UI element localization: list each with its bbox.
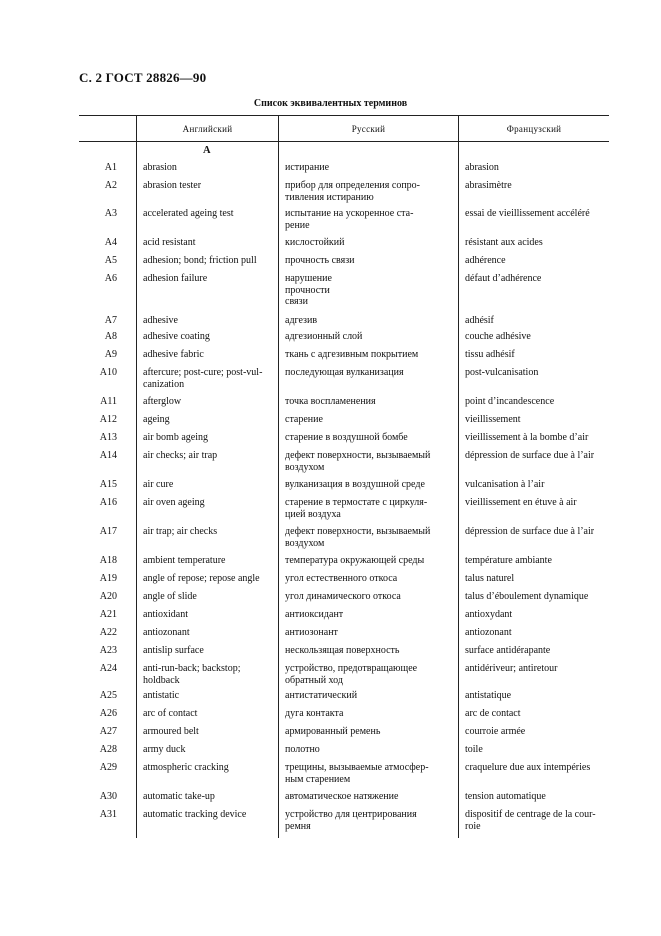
term-russian: угол динамического откоса bbox=[285, 591, 401, 602]
term-french: post-vulcanisation bbox=[465, 367, 539, 378]
term-english: antioxidant bbox=[143, 609, 188, 620]
term-code: A4 bbox=[104, 237, 117, 248]
term-code: A16 bbox=[99, 497, 117, 508]
term-code: A23 bbox=[99, 645, 117, 656]
column-header-russian: Русский bbox=[351, 124, 386, 134]
term-code: A27 bbox=[99, 726, 117, 737]
term-russian: полотно bbox=[285, 744, 320, 755]
term-french: antiozonant bbox=[465, 627, 512, 638]
term-french: antioxydant bbox=[465, 609, 513, 620]
term-russian: дуга контакта bbox=[285, 708, 344, 719]
term-code: A3 bbox=[104, 208, 117, 219]
column-header-english: Английский bbox=[182, 124, 233, 134]
term-french: vieillissement à la bombe d’air bbox=[465, 432, 589, 443]
term-french: essai de vieillissement accéléré bbox=[465, 208, 590, 219]
table-top-rule bbox=[79, 115, 609, 116]
term-code: A6 bbox=[104, 273, 117, 284]
term-french: défaut d’adhérence bbox=[465, 273, 542, 284]
term-russian: точка воспламенения bbox=[285, 396, 376, 407]
term-russian: антиоксидант bbox=[285, 609, 344, 620]
term-french: vulcanisation à l’air bbox=[465, 479, 545, 490]
term-english: automatic tracking device bbox=[143, 809, 247, 820]
term-russian: кислостойкий bbox=[285, 237, 345, 248]
term-french: tension automatique bbox=[465, 791, 546, 802]
term-english: accelerated ageing test bbox=[143, 208, 234, 219]
term-french: vieillissement bbox=[465, 414, 521, 425]
term-code: A14 bbox=[99, 450, 117, 461]
term-russian: испытание на ускоренное ста- рение bbox=[285, 208, 414, 231]
term-code: A31 bbox=[99, 809, 117, 820]
term-french: adhérence bbox=[465, 255, 506, 266]
term-french: dépression de surface due à l’air bbox=[465, 526, 595, 537]
term-english: automatic take-up bbox=[143, 791, 215, 802]
term-code: A29 bbox=[99, 762, 117, 773]
column-divider-1 bbox=[136, 115, 137, 838]
term-french: dispositif de centrage de la cour- roie bbox=[465, 809, 596, 832]
term-english: acid resistant bbox=[143, 237, 196, 248]
column-header-french: Французский bbox=[506, 124, 562, 134]
term-french: talus naturel bbox=[465, 573, 515, 584]
term-russian: прочность связи bbox=[285, 255, 355, 266]
term-russian: дефект поверхности, вызываемый воздухом bbox=[285, 450, 431, 473]
term-code: A10 bbox=[99, 367, 117, 378]
term-french: tissu adhésif bbox=[465, 349, 515, 360]
term-russian: прибор для определения сопро- тивления истиранию bbox=[285, 180, 421, 203]
term-french: adhésif bbox=[465, 315, 494, 326]
term-english: angle of repose; repose angle bbox=[143, 573, 260, 584]
term-russian: угол естественного откоса bbox=[285, 573, 398, 584]
term-french: couche adhésive bbox=[465, 331, 531, 342]
term-french: résistant aux acides bbox=[465, 237, 543, 248]
term-english: abrasion bbox=[143, 162, 177, 173]
term-french: antistatique bbox=[465, 690, 512, 701]
term-english: air checks; air trap bbox=[143, 450, 218, 461]
term-french: abrasion bbox=[465, 162, 499, 173]
term-english: antiozonant bbox=[143, 627, 190, 638]
term-english: antistatic bbox=[143, 690, 180, 701]
term-french: talus d’éboulement dynamique bbox=[465, 591, 589, 602]
term-code: A30 bbox=[99, 791, 117, 802]
term-code: A15 bbox=[99, 479, 117, 490]
term-russian: нескользящая поверхность bbox=[285, 645, 400, 656]
term-russian: температура окружающей среды bbox=[285, 555, 425, 566]
term-french: courroie armée bbox=[465, 726, 526, 737]
term-russian: истирание bbox=[285, 162, 330, 173]
term-code: A2 bbox=[104, 180, 117, 191]
term-russian: старение в воздушной бомбе bbox=[285, 432, 408, 443]
term-english: adhesive fabric bbox=[143, 349, 204, 360]
term-code: A17 bbox=[99, 526, 117, 537]
term-code: A24 bbox=[99, 663, 117, 674]
term-english: antislip surface bbox=[143, 645, 204, 656]
term-english: ageing bbox=[143, 414, 170, 425]
term-code: A28 bbox=[99, 744, 117, 755]
term-code: A7 bbox=[104, 315, 117, 326]
term-english: aftercure; post-cure; post-vul- canization bbox=[143, 367, 263, 390]
term-code: A5 bbox=[104, 255, 117, 266]
term-russian: адгезионный слой bbox=[285, 331, 363, 342]
term-russian: старение bbox=[285, 414, 323, 425]
term-english: air trap; air checks bbox=[143, 526, 218, 537]
term-french: abrasimètre bbox=[465, 180, 512, 191]
term-code: A8 bbox=[104, 331, 117, 342]
term-french: craquelure due aux intempéries bbox=[465, 762, 591, 773]
term-code: A1 bbox=[104, 162, 117, 173]
term-french: dépression de surface due à l’air bbox=[465, 450, 595, 461]
term-english: air oven ageing bbox=[143, 497, 205, 508]
term-english: adhesion; bond; friction pull bbox=[143, 255, 257, 266]
term-code: A20 bbox=[99, 591, 117, 602]
term-english: army duck bbox=[143, 744, 186, 755]
term-english: arc of contact bbox=[143, 708, 198, 719]
term-english: afterglow bbox=[143, 396, 182, 407]
term-russian: антиозонант bbox=[285, 627, 338, 638]
term-english: armoured belt bbox=[143, 726, 199, 737]
term-english: abrasion tester bbox=[143, 180, 202, 191]
term-russian: старение в термостате с циркуля- цией воздуха bbox=[285, 497, 428, 520]
term-russian: ткань с адгезивным покрытием bbox=[285, 349, 419, 360]
term-english: angle of slide bbox=[143, 591, 197, 602]
term-french: toile bbox=[465, 744, 483, 755]
term-code: A22 bbox=[99, 627, 117, 638]
term-code: A11 bbox=[100, 396, 117, 407]
table-header-rule bbox=[79, 141, 609, 142]
term-code: A13 bbox=[99, 432, 117, 443]
term-french: température ambiante bbox=[465, 555, 552, 566]
term-russian: дефект поверхности, вызываемый воздухом bbox=[285, 526, 431, 549]
term-english: adhesive coating bbox=[143, 331, 210, 342]
section-letter: A bbox=[203, 145, 211, 156]
term-russian: автоматическое натяжение bbox=[285, 791, 399, 802]
term-english: anti-run-back; backstop; holdback bbox=[143, 663, 241, 686]
term-russian: армированный ремень bbox=[285, 726, 381, 737]
term-russian: трещины, вызываемые атмосфер- ным старением bbox=[285, 762, 429, 785]
term-french: vieillissement en étuve à air bbox=[465, 497, 577, 508]
page-header: С. 2 ГОСТ 28826—90 bbox=[79, 70, 207, 85]
term-code: A21 bbox=[99, 609, 117, 620]
term-code: A26 bbox=[99, 708, 117, 719]
term-russian: последующая вулканизация bbox=[285, 367, 404, 378]
term-english: atmospheric cracking bbox=[143, 762, 229, 773]
term-english: ambient temperature bbox=[143, 555, 226, 566]
term-code: A19 bbox=[99, 573, 117, 584]
table-caption: Список эквивалентных терминов bbox=[253, 98, 408, 109]
term-russian: устройство для центрирования ремня bbox=[285, 809, 417, 832]
term-french: antidériveur; antiretour bbox=[465, 663, 558, 674]
term-code: A18 bbox=[99, 555, 117, 566]
term-code: A9 bbox=[104, 349, 117, 360]
term-russian: нарушение прочности связи bbox=[285, 273, 332, 307]
term-french: surface antidérapante bbox=[465, 645, 551, 656]
term-french: arc de contact bbox=[465, 708, 521, 719]
term-code: A12 bbox=[99, 414, 117, 425]
term-russian: адгезив bbox=[285, 315, 318, 326]
term-french: point d’incandescence bbox=[465, 396, 555, 407]
term-english: adhesion failure bbox=[143, 273, 208, 284]
term-english: air bomb ageing bbox=[143, 432, 208, 443]
term-english: adhesive bbox=[143, 315, 178, 326]
term-english: air cure bbox=[143, 479, 174, 490]
term-russian: вулканизация в воздушной среде bbox=[285, 479, 425, 490]
term-russian: устройство, предотвращающее обратный ход bbox=[285, 663, 418, 686]
term-code: A25 bbox=[99, 690, 117, 701]
term-russian: антистатический bbox=[285, 690, 358, 701]
